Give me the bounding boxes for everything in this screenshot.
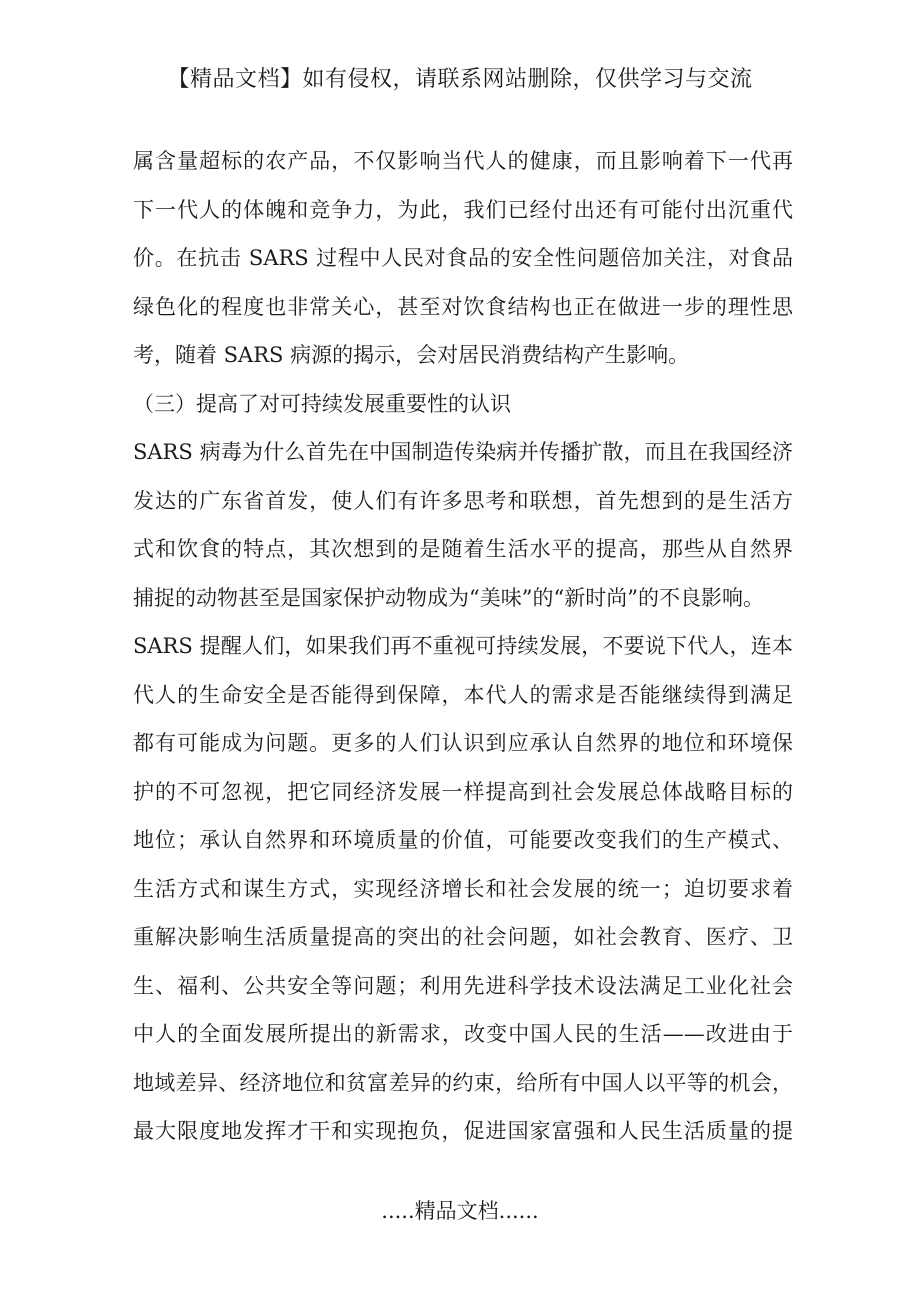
page-footer: .....精品文档...... [381, 1199, 539, 1223]
text-line: 地位；承认自然界和环境质量的价值，可能要改变我们的生产模式、 [133, 828, 793, 852]
text-line: 地域差异、经济地位和贫富差异的约束，给所有中国人以平等的机会， [133, 1070, 793, 1095]
paragraph [133, 137, 793, 380]
section-heading: （三）提高了对可持续发展重要性的认识 [133, 391, 511, 416]
page-header-notice: 【精品文档】如有侵权，请联系网站删除，仅供学习与交流 [167, 67, 753, 92]
text-line: 护的不可忽视，把它同经济发展一样提高到社会发展总体战略目标的 [133, 779, 793, 804]
text-line: 最大限度地发挥才干和实现抱负，促进国家富强和人民生活质量的提 [133, 1119, 793, 1143]
text-line: 发达的广东省首发，使人们有许多思考和联想，首先想到的是生活方 [133, 488, 793, 513]
text-line: 式和饮食的特点，其次想到的是随着生活水平的提高，那些从自然界 [133, 537, 793, 561]
text-line: 生活方式和谋生方式，实现经济增长和社会发展的统一；迫切要求着 [133, 876, 793, 901]
section-heading-container [133, 380, 793, 429]
paragraph [133, 622, 793, 1156]
text-line: 代人的生命安全是否能得到保障，本代人的需求是否能继续得到满足 [133, 682, 793, 707]
text-line: 都有可能成为问题。更多的人们认识到应承认自然界的地位和环境保 [133, 731, 793, 755]
text-line: SARS 提醒人们，如果我们再不重视可持续发展，不要说下代人，连本 [133, 634, 793, 658]
text-line: 生、福利、公共安全等问题；利用先进科学技术设法满足工业化社会 [133, 973, 793, 998]
text-line: 中人的全面发展所提出的新需求，改变中国人民的生活——改进由于 [133, 1022, 793, 1046]
text-line: SARS 病毒为什么首先在中国制造传染病并传播扩散，而且在我国经济 [133, 440, 793, 464]
text-line: 重解决影响生活质量提高的突出的社会问题，如社会教育、医疗、卫 [133, 925, 793, 949]
text-line: 属含量超标的农产品，不仅影响当代人的健康，而且影响着下一代再 [133, 149, 793, 173]
text-line: 价。在抗击 SARS 过程中人民对食品的安全性问题倍加关注，对食品 [133, 246, 793, 270]
text-line: 捕捉的动物甚至是国家保护动物成为“美味”的“新时尚”的不良影响。 [133, 585, 764, 610]
text-line: 下一代人的体魄和竞争力，为此，我们已经付出还有可能付出沉重代 [133, 197, 793, 222]
paragraph [133, 428, 793, 622]
document-body [133, 137, 793, 1156]
text-line: 考，随着 SARS 病源的揭示，会对居民消费结构产生影响。 [133, 343, 690, 367]
text-line: 绿色化的程度也非常关心，甚至对饮食结构也正在做进一步的理性思 [133, 294, 793, 319]
